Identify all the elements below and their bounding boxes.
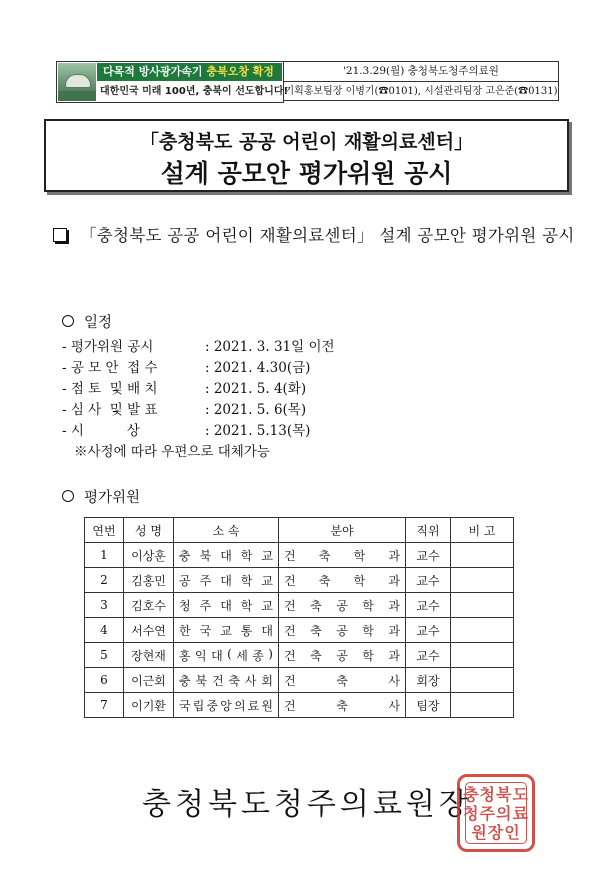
banner-slogan: 대한민국 미래 100년, 충북이 선도합니다! (100, 86, 289, 97)
org-char: 회 (261, 673, 273, 688)
field-char: 공 (336, 623, 348, 638)
org-char: 주 (199, 598, 212, 613)
org-char: 대 (261, 623, 273, 638)
field-char: 과 (388, 648, 400, 663)
org-char: 국 (199, 623, 212, 638)
schedule-item-value: : 2021. 4.30(금) (205, 360, 311, 376)
org-char: 통 (240, 623, 253, 638)
contact-persons: 기획홍보팀장 이병기(☎0101), 시설관리팀장 고은준(☎0131) (284, 86, 558, 97)
committee-heading (62, 486, 140, 507)
cell-no: 7 (85, 693, 124, 718)
schedule-item-value: : 2021. 5. 6(목) (205, 402, 307, 418)
cell-remarks (451, 593, 514, 618)
circle-bullet-icon (62, 315, 74, 327)
field-char: 학 (353, 548, 366, 563)
cell-position: 교수 (406, 568, 451, 593)
cell-position: 교수 (406, 593, 451, 618)
org-char: 의 (233, 698, 246, 713)
banner-headline-prefix: 다목적 방사광가속기 (103, 65, 203, 78)
cell-name: 장현재 (124, 643, 174, 668)
org-char: ) (268, 646, 273, 661)
cell-org-text (174, 672, 278, 689)
cell-position: 팀장 (406, 693, 451, 718)
org-char: 익 (195, 648, 207, 663)
cell-position: 회장 (406, 668, 451, 693)
checkbox-bullet-icon (53, 228, 67, 242)
cell-org-text (174, 647, 278, 664)
cell-org (174, 618, 279, 643)
org-char: 대 (220, 573, 232, 588)
field-char: 건 (284, 698, 296, 713)
org-char: 종 (252, 648, 264, 663)
field-char: 학 (362, 598, 374, 613)
cell-no: 5 (85, 643, 124, 668)
cell-remarks (451, 693, 514, 718)
schedule-item-value: : 2021. 5. 4(화) (205, 381, 307, 397)
schedule-item (62, 337, 335, 358)
schedule-item-value: : 2021. 5.13(목) (205, 423, 311, 439)
field-char: 축 (310, 623, 322, 638)
org-char: 청 (179, 598, 191, 613)
cell-field (279, 693, 406, 718)
seal-lettering: 충청북도 청주의료 원장인 (463, 785, 529, 842)
field-char: 건 (284, 598, 296, 613)
cell-no: 2 (85, 568, 124, 593)
schedule-item-value: : 2021. 3. 31일 이전 (205, 339, 335, 355)
col-header-org: 소 속 (174, 518, 279, 543)
cell-no: 6 (85, 668, 124, 693)
field-char: 공 (336, 598, 348, 613)
org-char: 북 (195, 673, 208, 688)
cell-no: 4 (85, 618, 124, 643)
cell-org-text (174, 547, 278, 564)
field-char: 과 (388, 623, 400, 638)
cell-name: 김호수 (124, 593, 174, 618)
schedule-item (62, 379, 335, 400)
field-char: 건 (284, 648, 296, 663)
org-char: 국 (179, 698, 191, 713)
field-char: 건 (284, 673, 296, 688)
org-char: 료 (247, 698, 260, 713)
cell-name: 김홍민 (124, 568, 174, 593)
org-char: 학 (240, 548, 253, 563)
title-main: 설계 공모안 평가위원 공시 (160, 159, 453, 188)
release-info-box (283, 61, 559, 101)
campaign-banner (56, 61, 289, 103)
schedule-item-label: - 점 토 및 배 치 (62, 381, 158, 397)
cell-field (279, 618, 406, 643)
field-char: 건 (284, 623, 296, 638)
cell-remarks (451, 668, 514, 693)
org-char: 건 (211, 673, 224, 688)
title-box (44, 119, 569, 192)
field-char: 학 (362, 648, 374, 663)
cell-field-text (279, 572, 405, 589)
cell-field-text (279, 697, 405, 714)
table-row (85, 593, 514, 618)
schedule-item (62, 358, 335, 379)
schedule-item-label: - 평가위원 공시 (62, 339, 154, 355)
org-char: 대 (220, 598, 232, 613)
table-row (85, 693, 514, 718)
schedule-item-label: - 공 모 안 접 수 (62, 360, 158, 376)
committee-table (84, 517, 514, 718)
org-char: 앙 (220, 698, 232, 713)
cell-no: 3 (85, 593, 124, 618)
org-char: 중 (206, 698, 219, 713)
title-project: 「충청북도 공공 어린이 재활의료센터」 (139, 131, 474, 153)
schedule-heading-label: 일정 (84, 315, 113, 331)
col-header-remarks: 비 고 (451, 518, 514, 543)
cell-org (174, 668, 279, 693)
field-char: 사 (388, 673, 400, 688)
field-char: 과 (388, 573, 400, 588)
schedule-item-label: - 심 사 및 발 표 (62, 402, 158, 418)
cell-field (279, 593, 406, 618)
org-char: 사 (244, 673, 257, 688)
table-row (85, 568, 514, 593)
cell-name: 이기환 (124, 693, 174, 718)
banner-headline-highlight: 충북오창 확정 (206, 65, 274, 78)
cell-org-text (174, 622, 278, 639)
org-char: ( (227, 646, 232, 661)
table-header-row (85, 518, 514, 543)
org-char: 세 (236, 648, 248, 663)
cell-org (174, 543, 279, 568)
org-char: 대 (211, 648, 223, 663)
field-char: 건 (284, 573, 296, 588)
cell-org-text (174, 697, 278, 714)
field-char: 축 (336, 698, 348, 713)
schedule-heading (62, 311, 112, 332)
schedule-note: ※사정에 따라 우편으로 대체가능 (74, 444, 270, 460)
cell-org-text (174, 597, 278, 614)
org-char: 교 (261, 548, 273, 563)
org-char: 교 (261, 573, 273, 588)
schedule-item (62, 421, 335, 442)
org-char: 충 (179, 548, 191, 563)
cell-org-text (174, 572, 278, 589)
issuer-signature: 충청북도청주의료원장 (142, 787, 472, 822)
table-row (85, 668, 514, 693)
col-header-no: 연번 (85, 518, 124, 543)
org-char: 학 (240, 598, 253, 613)
org-char: 주 (199, 573, 212, 588)
cell-field (279, 568, 406, 593)
org-char: 홍 (179, 648, 191, 663)
official-seal-stamp (457, 774, 535, 852)
org-char: 대 (220, 548, 232, 563)
cell-no: 1 (85, 543, 124, 568)
col-header-position: 직위 (406, 518, 451, 543)
circle-bullet-icon (62, 490, 74, 502)
org-char: 원 (261, 698, 273, 713)
table-row (85, 643, 514, 668)
cell-field-text (279, 547, 405, 564)
cell-org (174, 568, 279, 593)
field-char: 과 (388, 598, 400, 613)
cell-name: 서수연 (124, 618, 174, 643)
cell-remarks (451, 643, 514, 668)
schedule-item-label: - 시 상 (62, 423, 140, 439)
cell-field-text (279, 672, 405, 689)
field-char: 사 (388, 698, 400, 713)
col-header-field: 분야 (279, 518, 406, 543)
cell-remarks (451, 618, 514, 643)
org-char: 교 (261, 598, 273, 613)
field-char: 공 (336, 648, 348, 663)
col-header-name: 성 명 (124, 518, 174, 543)
org-char: 교 (220, 623, 232, 638)
field-char: 과 (388, 548, 400, 563)
accelerator-building-image (58, 63, 96, 101)
schedule-item (62, 400, 335, 421)
cell-name: 이상훈 (124, 543, 174, 568)
field-char: 학 (353, 573, 366, 588)
cell-field-text (279, 622, 405, 639)
cell-field (279, 668, 406, 693)
cell-field-text (279, 597, 405, 614)
org-char: 충 (179, 673, 191, 688)
cell-remarks (451, 568, 514, 593)
org-char: 축 (228, 673, 240, 688)
schedule-list (62, 337, 335, 463)
cell-field (279, 643, 406, 668)
field-char: 축 (318, 548, 331, 563)
field-char: 축 (336, 673, 348, 688)
cell-field-text (279, 647, 405, 664)
cell-position: 교수 (406, 543, 451, 568)
banner-headline (97, 63, 282, 81)
org-char: 한 (179, 623, 191, 638)
cell-org (174, 693, 279, 718)
field-char: 축 (310, 648, 322, 663)
release-date: '21.3.29(월) 충청북도청주의료원 (284, 62, 558, 82)
table-row (85, 618, 514, 643)
org-char: 공 (179, 573, 191, 588)
table-row (85, 543, 514, 568)
org-char: 립 (192, 698, 205, 713)
org-char: 북 (199, 548, 212, 563)
cell-org (174, 593, 279, 618)
cell-remarks (451, 543, 514, 568)
org-char: 학 (240, 573, 253, 588)
field-char: 축 (318, 573, 331, 588)
committee-heading-label: 평가위원 (84, 490, 141, 506)
cell-position: 교수 (406, 643, 451, 668)
section-heading: 「충청북도 공공 어린이 재활의료센터」 설계 공모안 평가위원 공시 (80, 226, 575, 245)
cell-org (174, 643, 279, 668)
cell-position: 교수 (406, 618, 451, 643)
cell-field (279, 543, 406, 568)
cell-name: 이근회 (124, 668, 174, 693)
field-char: 학 (362, 623, 374, 638)
field-char: 축 (310, 598, 322, 613)
field-char: 건 (284, 548, 296, 563)
